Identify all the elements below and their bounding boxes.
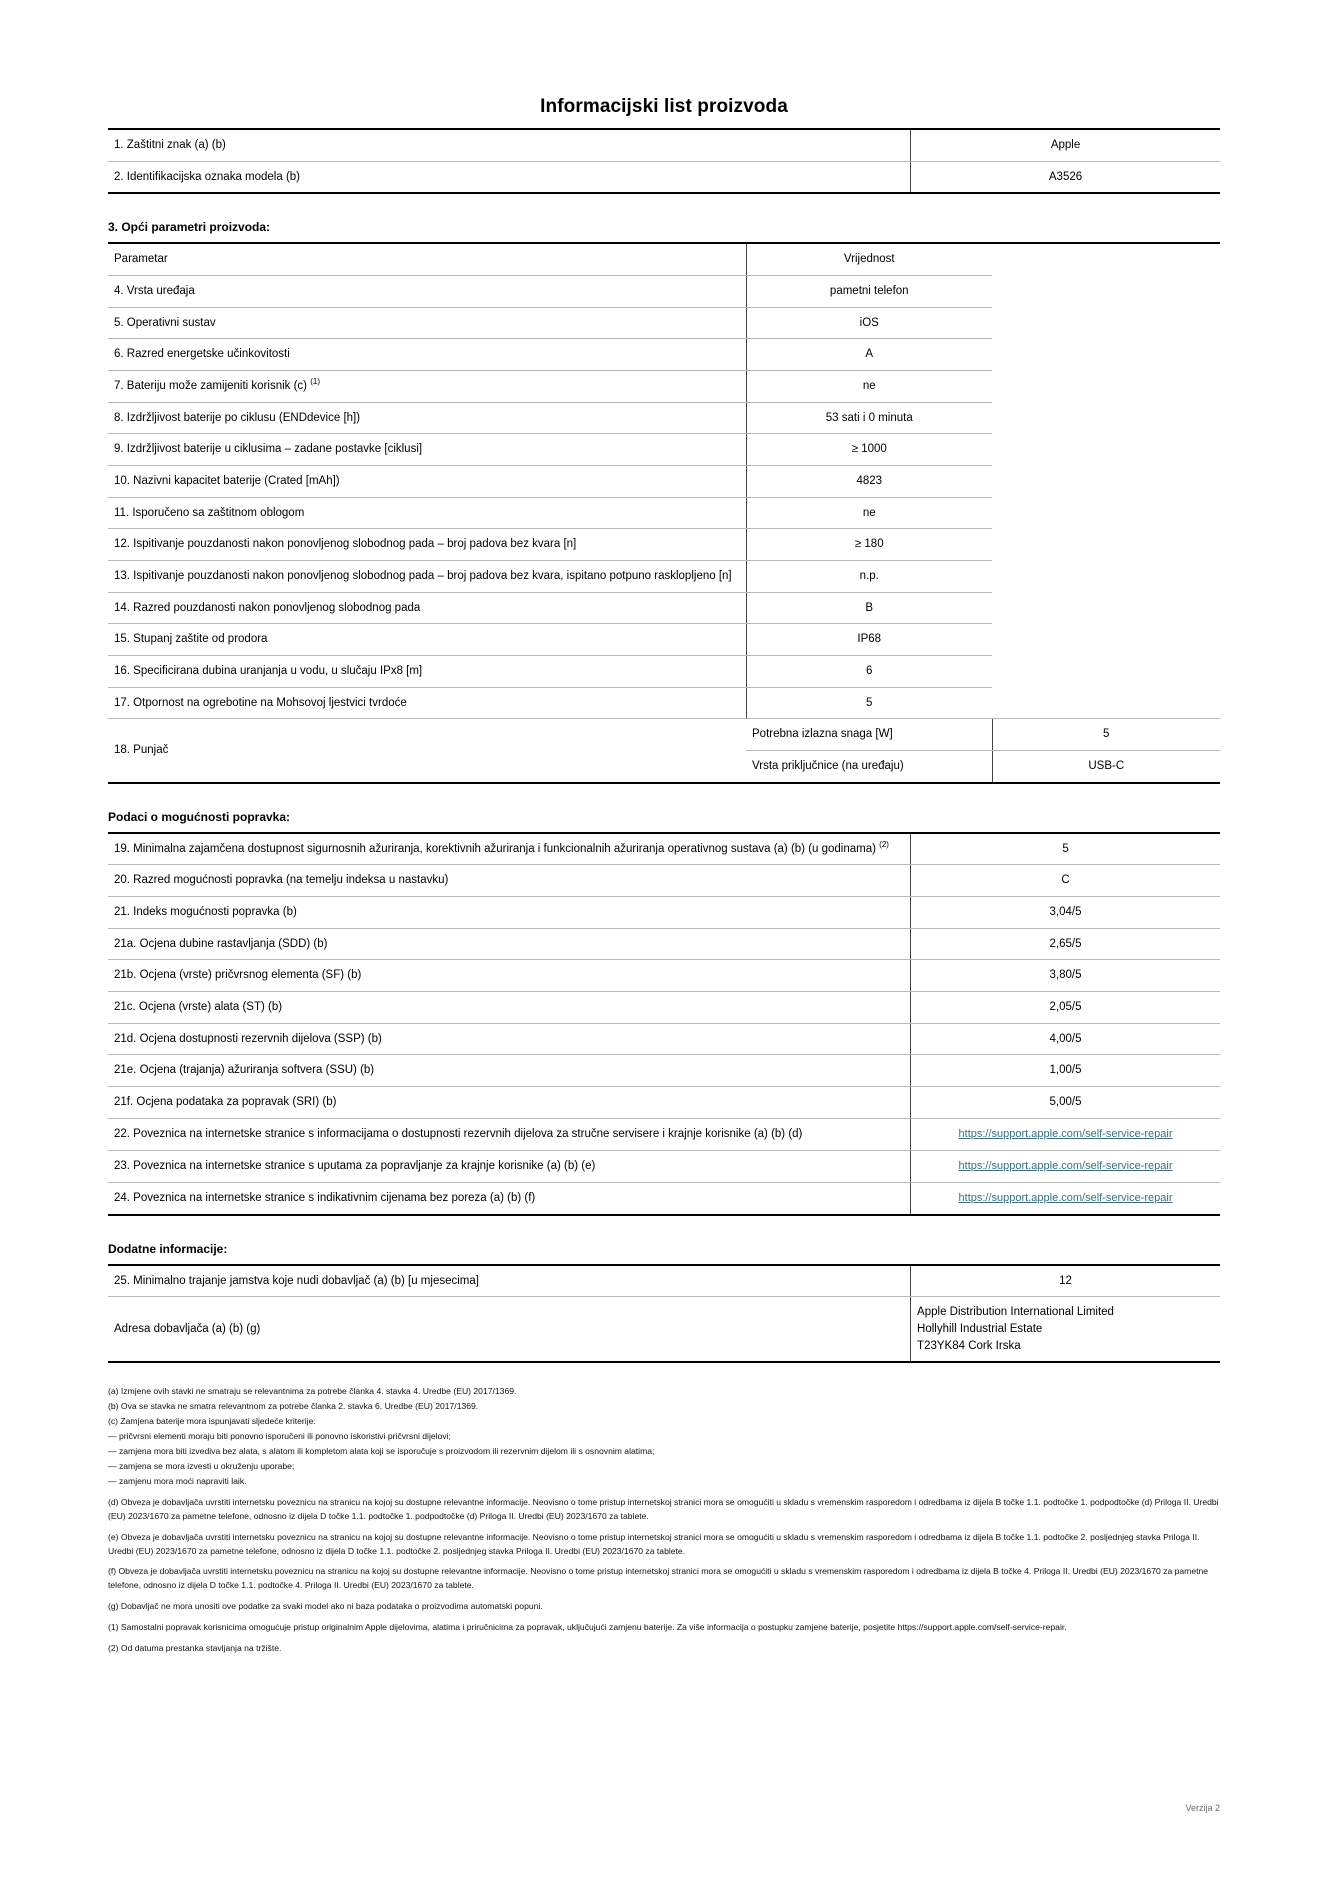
parameter-value: 53 sati i 0 minuta — [746, 402, 992, 434]
identification-table — [108, 128, 1220, 194]
repair-label: 20. Razred mogućnosti popravka (na temelju indeksa u nastavku) — [108, 865, 911, 897]
repair-value: C — [911, 865, 1220, 897]
repair-label: 21f. Ocjena podataka za popravak (SRI) (b) — [108, 1087, 911, 1119]
repair-label: 21d. Ocjena dostupnosti rezervnih dijelova (SSP) (b) — [108, 1023, 911, 1055]
table-row — [108, 1182, 1220, 1214]
parameter-label: 17. Otpornost na ogrebotine na Mohsovoj ljestvici tvrdoće — [108, 687, 746, 719]
parameter-value: 6 — [746, 656, 992, 688]
table-row — [108, 592, 1220, 624]
table-row — [108, 928, 1220, 960]
footnote: — zamjena se mora izvesti u okruženju uporabe; — [108, 1460, 295, 1471]
identification-label: 1. Zaštitni znak (a) (b) — [108, 129, 911, 161]
address-line: Hollyhill Industrial Estate — [917, 1322, 1043, 1335]
parameter-value: 4823 — [746, 466, 992, 498]
parameter-label: 12. Ispitivanje pouzdanosti nakon ponovljenog slobodnog pada – broj padova bez kvara [n] — [108, 529, 746, 561]
repair-label: 21. Indeks mogućnosti popravka (b) — [108, 897, 911, 929]
table-row — [108, 1297, 1220, 1363]
footnote: — pričvrsni elementi moraju biti ponovno isporučeni ili ponovno iskoristivi pričvrsni dijelovi; — [108, 1431, 451, 1442]
warranty-label: 25. Minimalno trajanje jamstva koje nudi dobavljač (a) (b) [u mjesecima] — [108, 1265, 911, 1297]
table-row — [108, 1055, 1220, 1087]
repair-link-cell — [911, 1150, 1220, 1182]
parameter-value: ne — [746, 497, 992, 529]
parameter-value: IP68 — [746, 624, 992, 656]
table-row — [108, 402, 1220, 434]
table-row — [108, 466, 1220, 498]
table-row — [108, 161, 1220, 193]
repair-value: 3,04/5 — [911, 897, 1220, 929]
footnote: (1) Samostalni popravak korisnicima omogućuje pristup originalnim Apple dijelovima, alatima i priručnicima za popravak, uključujući zamjenu baterije. Za više informacija o postupku zamjene baterije, posjetite https://support.apple.com/self-service-repair. — [108, 1622, 1067, 1633]
parameter-value: iOS — [746, 307, 992, 339]
identification-label: 2. Identifikacijska oznaka modela (b) — [108, 161, 911, 193]
footnote: (b) Ova se stavka ne smatra relevantnom za potrebe članka 2. stavka 6. Uredbe (EU) 2017/1369. — [108, 1401, 479, 1412]
parameter-label: 4. Vrsta uređaja — [108, 276, 746, 308]
parameter-value: B — [746, 592, 992, 624]
table-row — [108, 992, 1220, 1024]
table-row — [108, 339, 1220, 371]
repair-label: 21b. Ocjena (vrste) pričvrsnog elementa (SF) (b) — [108, 960, 911, 992]
charger-sub-label: Potrebna izlazna snaga [W] — [746, 719, 992, 751]
footnote: — zamjena mora biti izvediva bez alata, s alatom ili kompletom alata koji se isporučuje s proizvodom ili rezervnim dijelom ili s osnovnim alatima; — [108, 1446, 655, 1456]
parameter-value: n.p. — [746, 561, 992, 593]
charger-label: 18. Punjač — [108, 719, 746, 783]
parameter-label: 16. Specificirana dubina uranjanja u vodu, u slučaju IPx8 [m] — [108, 656, 746, 688]
address-line: Apple Distribution International Limited — [917, 1306, 1114, 1319]
repair-label: 21a. Ocjena dubine rastavljanja (SDD) (b) — [108, 928, 911, 960]
repair-link-cell — [911, 1118, 1220, 1150]
table-row — [108, 307, 1220, 339]
parameter-label: 6. Razred energetske učinkovitosti — [108, 339, 746, 371]
parameter-label: 9. Izdržljivost baterije u ciklusima – zadane postavke [ciklusi] — [108, 434, 746, 466]
table-row — [108, 371, 1220, 403]
parameter-label: 11. Isporučeno sa zaštitnom oblogom — [108, 497, 746, 529]
document-version: Verzija 2 — [1185, 1803, 1220, 1813]
warranty-value: 12 — [911, 1265, 1220, 1297]
parameter-value: ≥ 1000 — [746, 434, 992, 466]
address-line: T23YK84 Cork Irska — [917, 1339, 1021, 1352]
table-row — [108, 687, 1220, 719]
parameter-label: 15. Stupanj zaštite od prodora — [108, 624, 746, 656]
footnote-marker: (1) — [310, 377, 320, 387]
column-header-parameter: Parametar — [108, 243, 746, 275]
repair-value: 4,00/5 — [911, 1023, 1220, 1055]
table-row — [108, 897, 1220, 929]
parameter-label: 14. Razred pouzdanosti nakon ponovljenog slobodnog pada — [108, 592, 746, 624]
repair-label-with-footnote — [108, 833, 911, 865]
self-service-repair-link[interactable]: https://support.apple.com/self-service-repair — [958, 1159, 1173, 1172]
repair-information-heading: Podaci o mogućnosti popravka: — [108, 809, 291, 824]
table-row-charger — [108, 719, 1220, 751]
footnote: (a) Izmjene ovih stavki ne smatraju se relevantnima za potrebe članka 4. stavka 4. Uredbe (EU) 2017/1369. — [108, 1386, 517, 1397]
repair-value: 5,00/5 — [911, 1087, 1220, 1119]
table-row — [108, 276, 1220, 308]
repair-label: 21e. Ocjena (trajanja) ažuriranja softvera (SSU) (b) — [108, 1055, 911, 1087]
footnote: (d) Obveza je dobavljača uvrstiti internetsku poveznicu na stranicu na kojoj su dostupne relevantne informacije. Neovisno o tome pristup internetskoj stranici mora se omogućiti u skladu s vremenskim rasporedom i odredbama iz dijela B točke 1.1. podtočke 1. podpodtočke (d) Priloga II. Uredbi (EU) 2023/1670 za pametne telefone, odnosno iz dijela D točke 1.1. podtočke 1. podpodtočke (d) Priloga II. Uredbi (EU) 2023/1670 za tablete. — [108, 1496, 1219, 1521]
supplier-address-label: Adresa dobavljača (a) (b) (g) — [108, 1297, 911, 1363]
table-row — [108, 865, 1220, 897]
table-row — [108, 1265, 1220, 1297]
footnote-marker: (2) — [879, 839, 889, 849]
footnote: (e) Obveza je dobavljača uvrstiti internetsku poveznicu na stranicu na kojoj su dostupne relevantne informacije. Neovisno o tome pristup internetskoj stranici mora se omogućiti u skladu s vremenskim rasporedom i odredbama iz dijela B točke 1.1. podtočke 2. posljednjeg stavka Priloga II. Uredbi (EU) 2023/1670 za pametne telefone, odnosno iz dijela D točke 1.1. podtočke 2. posljednjeg stavka Priloga II. Uredbi (EU) 2023/1670 za tablete. — [108, 1531, 1200, 1556]
footnote: (c) Zamjena baterije mora ispunjavati sljedeće kriterije: — [108, 1416, 316, 1427]
parameter-value: 5 — [746, 687, 992, 719]
table-row — [108, 497, 1220, 529]
general-parameters-table-body — [108, 243, 1220, 782]
repair-link-cell — [911, 1182, 1220, 1214]
page-title: Informacijski list proizvoda — [540, 96, 788, 117]
parameter-label: 10. Nazivni kapacitet baterije (Crated [mAh]) — [108, 466, 746, 498]
table-row — [108, 624, 1220, 656]
repair-label: 19. Minimalna zajamčena dostupnost sigurnosnih ažuriranja, korektivnih ažuriranja i funkcionalnih ažuriranja operativnog sustava (a) (b) (u godinama) — [114, 842, 876, 855]
self-service-repair-link[interactable]: https://support.apple.com/self-service-repair — [958, 1127, 1173, 1140]
repair-label: 23. Poveznica na internetske stranice s uputama za popravljanje za krajnje korisnike (a) (b) (e) — [108, 1150, 911, 1182]
table-row — [108, 960, 1220, 992]
repair-value: 1,00/5 — [911, 1055, 1220, 1087]
table-row — [108, 1023, 1220, 1055]
charger-value: 5 — [992, 719, 1220, 751]
table-row — [108, 1150, 1220, 1182]
parameter-label: 8. Izdržljivost baterije po ciklusu (ENDdevice [h]) — [108, 402, 746, 434]
table-row — [108, 529, 1220, 561]
identification-value: A3526 — [911, 161, 1220, 193]
supplier-address-value — [911, 1297, 1220, 1363]
general-parameters-heading: 3. Opći parametri proizvoda: — [108, 220, 271, 235]
table-row — [108, 1087, 1220, 1119]
table-row — [108, 561, 1220, 593]
parameter-label-with-footnote — [108, 371, 746, 403]
table-row — [108, 129, 1220, 161]
parameter-value: A — [746, 339, 992, 371]
repair-label: 21c. Ocjena (vrste) alata (ST) (b) — [108, 992, 911, 1024]
general-parameters-table — [108, 242, 1220, 783]
charger-value: USB-C — [992, 751, 1220, 783]
repair-value: 2,65/5 — [911, 928, 1220, 960]
footnote: (g) Dobavljač ne mora unositi ove podatke za svaki model ako ni baza podataka o proizvodima automatski popuni. — [108, 1601, 543, 1612]
footnote: — zamjenu mora moći napraviti laik. — [108, 1475, 247, 1486]
parameter-value: pametni telefon — [746, 276, 992, 308]
repair-label: 22. Poveznica na internetske stranice s informacijama o dostupnosti rezervnih dijelova za stručne servisere i krajnje korisnike (a) (b) (d) — [108, 1118, 911, 1150]
charger-sub-label: Vrsta priključnice (na uređaju) — [746, 751, 992, 783]
parameter-label: 13. Ispitivanje pouzdanosti nakon ponovljenog slobodnog pada – broj padova bez kvara, ispitano potpuno rasklopljeno [n] — [108, 561, 746, 593]
identification-table-body — [108, 129, 1220, 193]
identification-value: Apple — [911, 129, 1220, 161]
table-row — [108, 833, 1220, 865]
parameter-value: ≥ 180 — [746, 529, 992, 561]
repair-value: 3,80/5 — [911, 960, 1220, 992]
table-row — [108, 656, 1220, 688]
self-service-repair-link[interactable]: https://support.apple.com/self-service-repair — [958, 1191, 1173, 1204]
table-row — [108, 1118, 1220, 1150]
table-row — [108, 434, 1220, 466]
additional-information-table — [108, 1264, 1220, 1364]
parameter-label: 7. Bateriju može zamijeniti korisnik (c) — [114, 380, 308, 393]
additional-information-heading: Dodatne informacije: — [108, 1241, 228, 1256]
table-header-row — [108, 243, 1220, 275]
repair-value: 5 — [911, 833, 1220, 865]
column-header-value: Vrijednost — [746, 243, 992, 275]
repair-information-table — [108, 832, 1220, 1216]
footnote: (2) Od datuma prestanka stavljanja na tržište. — [108, 1643, 282, 1654]
repair-label: 24. Poveznica na internetske stranice s indikativnim cijenama bez poreza (a) (b) (f) — [108, 1182, 911, 1214]
repair-information-table-body — [108, 833, 1220, 1215]
footnotes-block — [108, 1385, 1220, 1656]
additional-information-table-body — [108, 1265, 1220, 1363]
parameter-value: ne — [746, 371, 992, 403]
footnote: (f) Obveza je dobavljača uvrstiti internetsku poveznicu na stranicu na kojoj su dostupne relevantne informacije. Neovisno o tome pristup internetskoj stranici mora se omogućiti u skladu s vremenskim rasporedom i odredbama iz dijela B točke 4. Priloga II. Uredbi (EU) 2023/1670 za pametne telefone, odnosno iz dijela D točke 1.1. podtočke 4. Priloga II. Uredbi (EU) 2023/1670 za tablete. — [108, 1566, 1209, 1591]
repair-value: 2,05/5 — [911, 992, 1220, 1024]
parameter-label: 5. Operativni sustav — [108, 307, 746, 339]
